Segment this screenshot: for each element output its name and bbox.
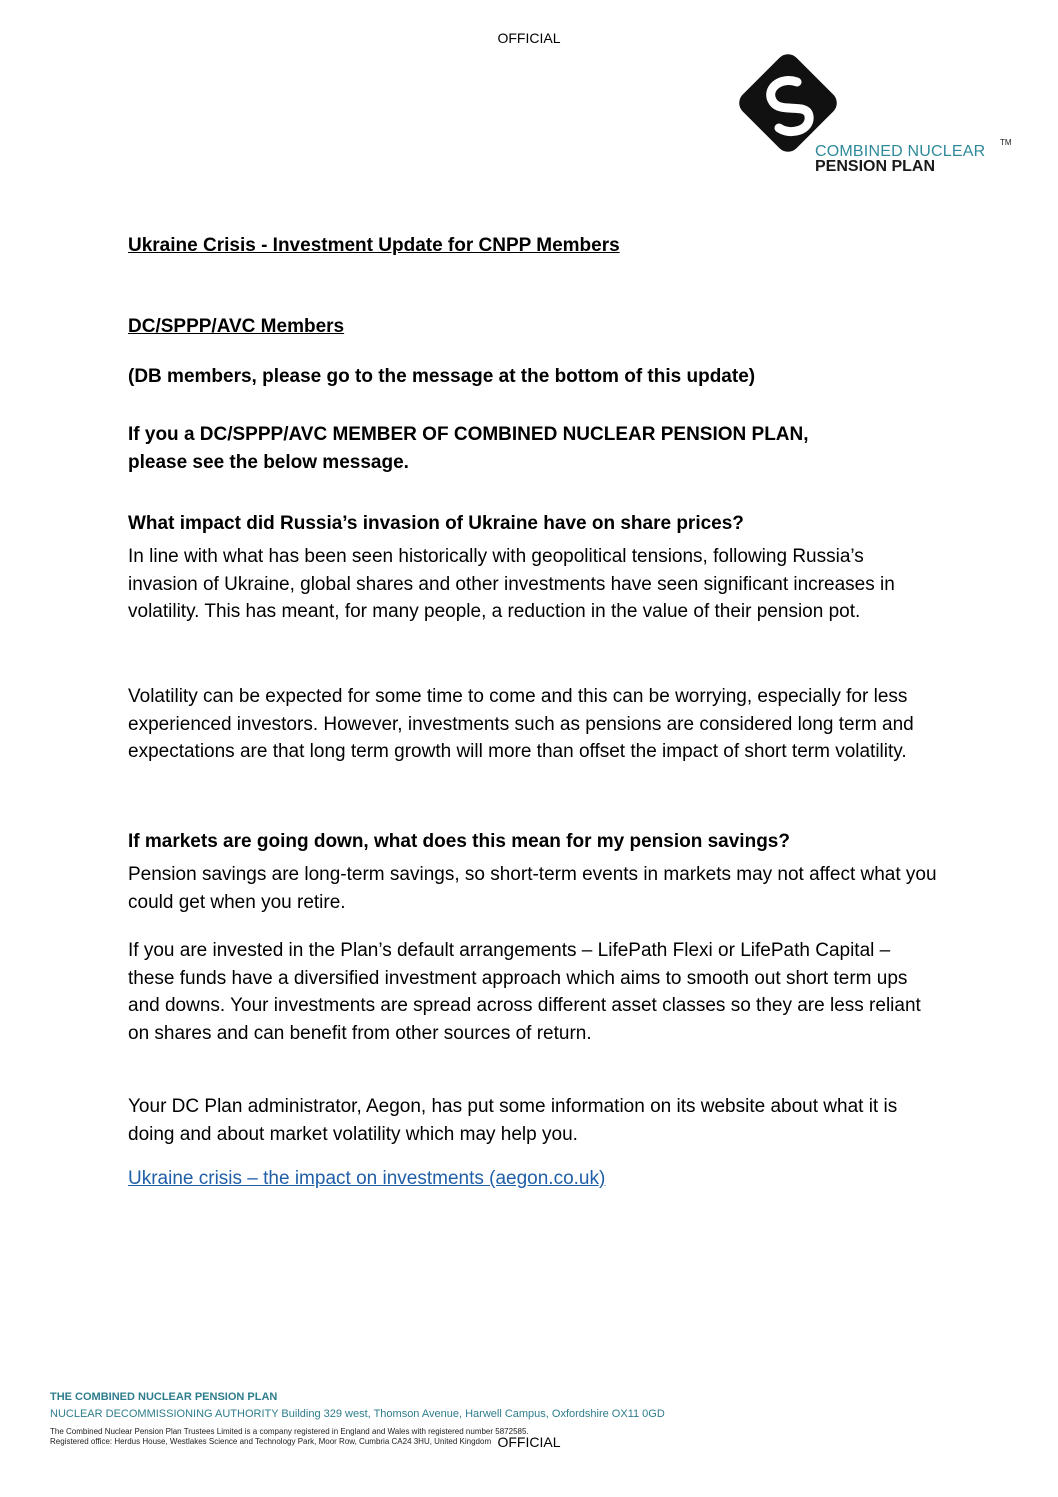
logo-text-line2: PENSION PLAN — [815, 158, 936, 175]
trademark-mark: TM — [1000, 138, 1012, 147]
classification-header: OFFICIAL — [497, 30, 561, 46]
paragraph-aegon-info: Your DC Plan administrator, Aegon, has put some information on its website about what it is doing and about market volatility which may help you. — [128, 1096, 898, 1145]
footer-address: NUCLEAR DECOMMISSIONING AUTHORITY Building 329 west, Thomson Avenue, Harwell Campus, Oxfordshire OX11 0GD — [50, 1408, 665, 1420]
paragraph-long-term-growth: Volatility can be expected for some time to come and this can be worrying, especially for less experienced investors. However, investments such as pensions are considered long term and expectations are that long term growth will more than offset the impact of short term volatility. — [128, 686, 914, 762]
document-title: Ukraine Crisis - Investment Update for CNPP Members — [128, 235, 620, 256]
question-share-prices: What impact did Russia’s invasion of Ukraine have on share prices? — [128, 513, 744, 534]
logo-text-line1: COMBINED NUCLEAR — [815, 143, 986, 160]
company-logo — [735, 50, 1015, 180]
footer-legal-line-1: The Combined Nuclear Pension Plan Trustees Limited is a company registered in England and Wales with registered number 5872585. — [50, 1427, 529, 1436]
classification-footer: OFFICIAL — [497, 1434, 561, 1450]
intro-line-1: If you a DC/SPPP/AVC MEMBER OF COMBINED NUCLEAR PENSION PLAN, — [128, 424, 809, 445]
paragraph-long-term-savings: Pension savings are long-term savings, so short-term events in markets may not affect what you could get when you retire. — [128, 864, 937, 913]
question-pension-savings: If markets are going down, what does this mean for my pension savings? — [128, 831, 790, 852]
paragraph-default-arrangements: If you are invested in the Plan’s default arrangements – LifePath Flexi or LifePath Capital – these funds have a diversified investment approach which aims to smooth out short term ups and downs. Your investments are spread across different asset classes so they are less reliant on shares and can benefit from other sources of return. — [128, 940, 921, 1044]
intro-line-2: please see the below message. — [128, 452, 409, 473]
section-heading: DC/SPPP/AVC Members — [128, 316, 345, 337]
aegon-ukraine-link[interactable]: Ukraine crisis – the impact on investments (aegon.co.uk) — [128, 1168, 606, 1189]
db-member-note: (DB members, please go to the message at the bottom of this update) — [128, 366, 756, 387]
paragraph-volatility-impact: In line with what has been seen historically with geopolitical tensions, following Russia’s invasion of Ukraine, global shares and other investments have seen significant increases in volatility. This has meant, for many people, a reduction in the value of their pension pot. — [128, 546, 895, 622]
footer-org-name: THE COMBINED NUCLEAR PENSION PLAN — [50, 1391, 278, 1403]
intro-message — [128, 421, 938, 477]
footer-legal-line-2: Registered office: Herdus House, Westlakes Science and Technology Park, Moor Row, Cumbria CA24 3HU, United Kingdom — [50, 1437, 492, 1446]
